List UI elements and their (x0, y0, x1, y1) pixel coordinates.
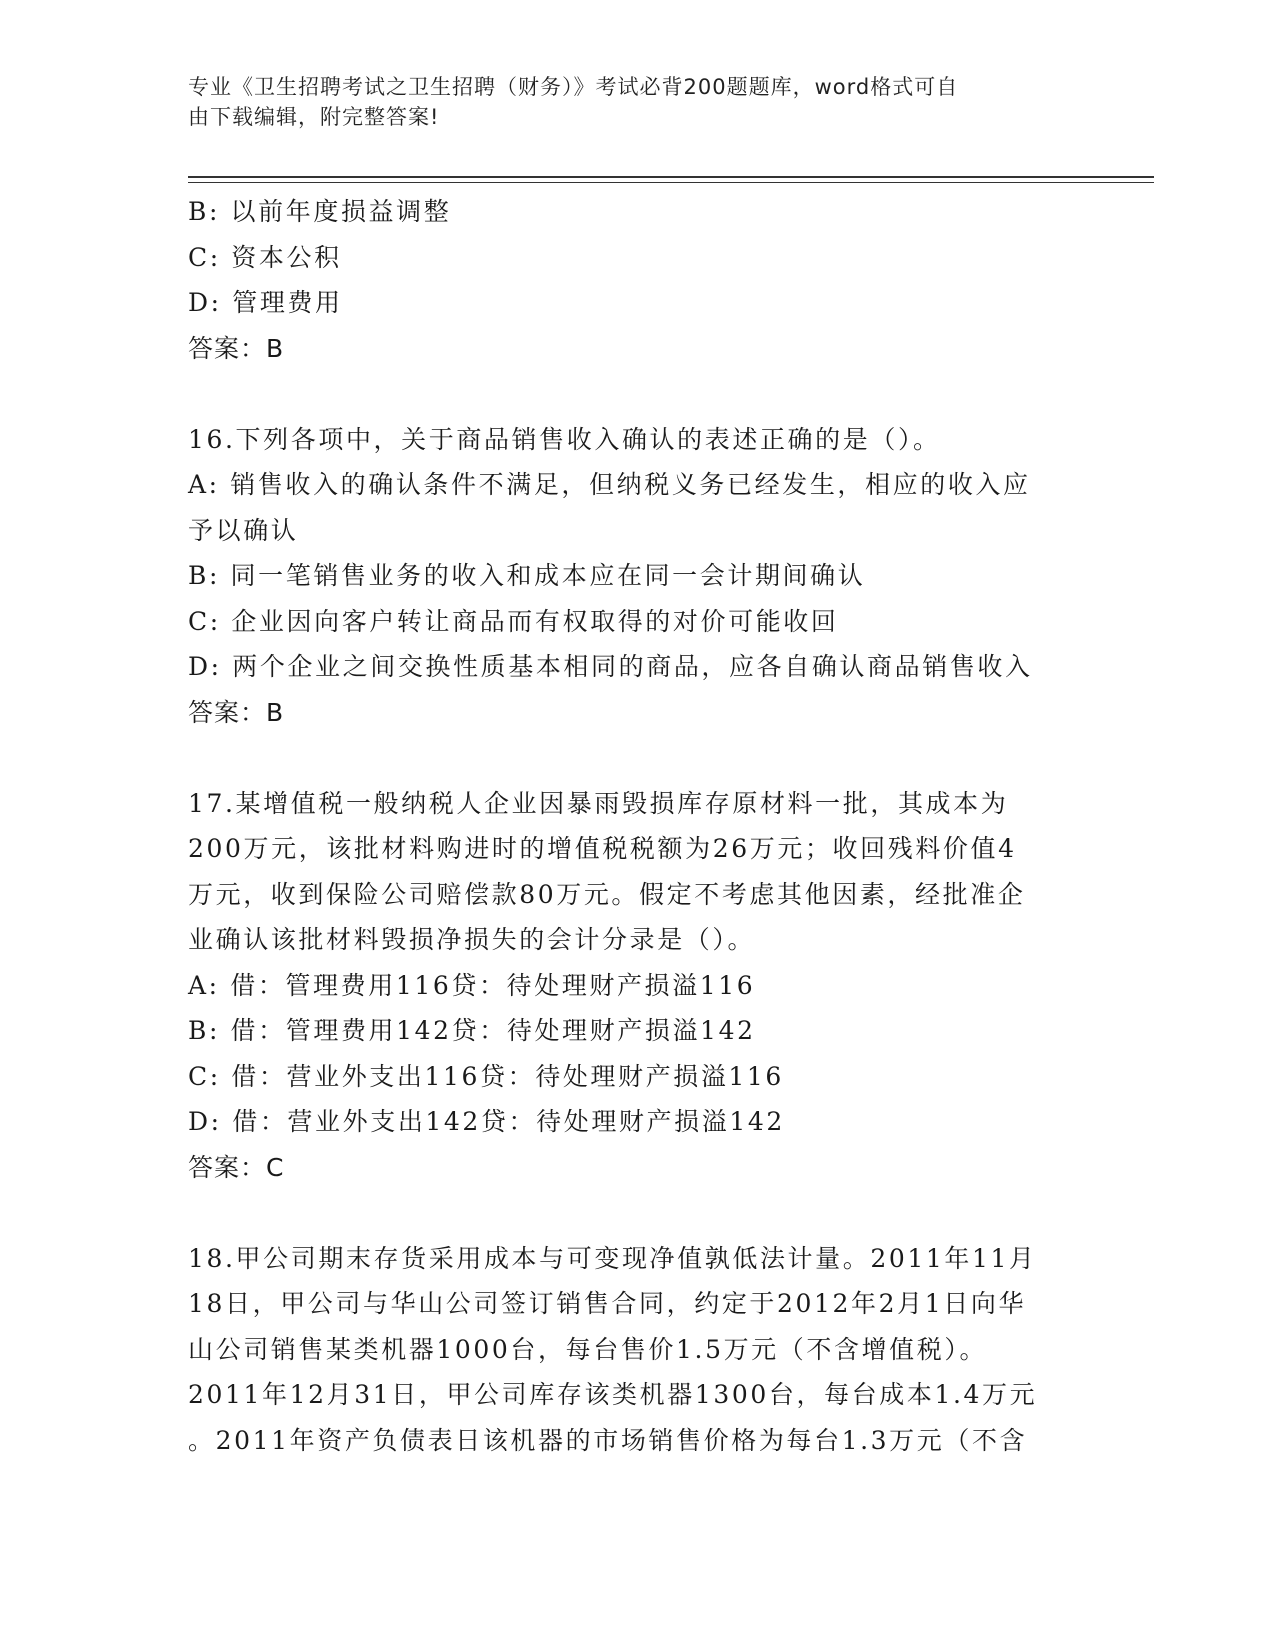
spacer (188, 735, 1088, 781)
q18-stem-line-1: 18.甲公司期末存货采用成本与可变现净值孰低法计量。2011年11月 (188, 1243, 1037, 1273)
q17-answer: 答案：C (188, 1152, 285, 1182)
question-17 (188, 781, 1088, 1191)
q18-stem-line-4: 2011年12月31日，甲公司库存该类机器1300台，每台成本1.4万元 (188, 1380, 1038, 1409)
q16-option-a-line-1: A: 销售收入的确认条件不满足，但纳税义务已经发生，相应的收入应 (188, 470, 1031, 499)
document-body (188, 189, 1088, 1463)
header-rule-thin (188, 182, 1154, 183)
q15-option-c: C: 资本公积 (188, 242, 342, 272)
header-line-2: 由下载编辑，附完整答案! (188, 105, 440, 129)
q15-answer: 答案：B (188, 333, 285, 363)
q17-stem-line-4: 业确认该批材料毁损净损失的会计分录是（）。 (188, 925, 756, 954)
q16-option-b: B: 同一笔销售业务的收入和成本应在同一会计期间确认 (188, 561, 866, 590)
header-rule-thick (188, 176, 1154, 178)
q17-option-c: C: 借：营业外支出116贷：待处理财产损溢116 (188, 1061, 784, 1091)
q16-stem: 16.下列各项中，关于商品销售收入确认的表述正确的是（）。 (188, 424, 941, 454)
q17-option-a: A: 借：管理费用116贷：待处理财产损溢116 (188, 970, 756, 1000)
question-16 (188, 417, 1088, 736)
spacer (188, 1190, 1088, 1236)
q17-stem-line-2: 200万元，该批材料购进时的增值税税额为26万元；收回残料价值4 (188, 834, 1017, 863)
q16-answer: 答案：B (188, 697, 285, 727)
q18-stem-line-5: 。2011年资产负债表日该机器的市场销售价格为每台1.3万元（不含 (188, 1425, 1028, 1455)
question-15 (188, 189, 1088, 371)
q18-stem-line-2: 18日，甲公司与华山公司签订销售合同，约定于2012年2月1日向华 (188, 1289, 1027, 1318)
question-18 (188, 1236, 1088, 1464)
q18-stem-line-3: 山公司销售某类机器1000台，每台售价1.5万元（不含增值税）。 (188, 1334, 988, 1364)
q16-option-d: D: 两个企业之间交换性质基本相同的商品，应各自确认商品销售收入 (188, 652, 1033, 681)
q17-option-b: B: 借：管理费用142贷：待处理财产损溢142 (188, 1016, 756, 1045)
q17-stem-line-1: 17.某增值税一般纳税人企业因暴雨毁损库存原材料一批，其成本为 (188, 788, 1009, 818)
q16-option-c: C: 企业因向客户转让商品而有权取得的对价可能收回 (188, 606, 839, 636)
q15-option-b: B: 以前年度损益调整 (188, 197, 452, 226)
spacer (188, 371, 1088, 417)
header-line-1: 专业《卫生招聘考试之卫生招聘（财务）》考试必背200题题库，word格式可自 (188, 75, 959, 99)
page-header (188, 72, 1068, 132)
q17-option-d: D: 借：营业外支出142贷：待处理财产损溢142 (188, 1107, 785, 1136)
q17-stem-line-3: 万元，收到保险公司赔偿款80万元。假定不考虑其他因素，经批准企 (188, 879, 1026, 909)
q16-option-a-line-2: 予以确认 (188, 515, 299, 545)
q15-option-d: D: 管理费用 (188, 288, 343, 317)
